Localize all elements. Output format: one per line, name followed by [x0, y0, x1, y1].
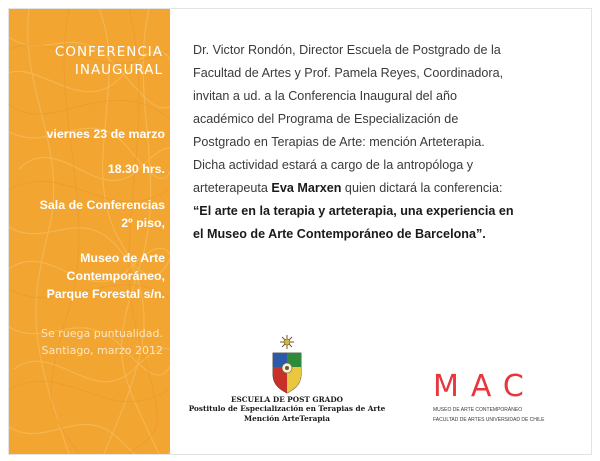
mac-logo — [433, 371, 543, 423]
school-caption — [187, 395, 387, 424]
body-line: Dr. Victor Rondón, Director Escuela de Postgrado de la — [193, 43, 501, 57]
sidebar-title-line2: INAUGURAL — [74, 62, 163, 78]
university-crest-icon — [267, 333, 307, 395]
mac-logo-letters: MAC — [433, 369, 536, 404]
sidebar-content — [9, 9, 170, 454]
event-date: viernes 23 de marzo — [46, 127, 165, 141]
invitation-frame — [8, 8, 592, 455]
event-venue — [9, 249, 165, 303]
program-name: Postitulo de Especialización en Terapias de Arte — [188, 404, 386, 413]
lecture-title-line2: el Museo de Arte Contemporáneo de Barcelona”. — [193, 227, 486, 241]
punctuality-note: Se ruega puntualidad. — [41, 327, 163, 340]
event-time: 18.30 hrs. — [107, 162, 165, 176]
program-mention: Mención ArteTerapia — [244, 414, 330, 423]
event-venue-line2: Contemporáneo, — [66, 269, 165, 283]
event-room — [9, 196, 165, 232]
event-venue-line1: Museo de Arte — [80, 251, 165, 265]
event-sidebar — [9, 9, 170, 454]
body-line: Postgrado en Terapias de Arte: mención Arteterapia. — [193, 135, 485, 149]
place-date-note: Santiago, marzo 2012 — [41, 344, 163, 357]
mac-logo-subtitle-line1: MUSEO DE ARTE CONTEMPORÁNEO — [433, 407, 523, 413]
body-line: invitan a ud. a la Conferencia Inaugural del año — [193, 89, 457, 103]
event-room-line1: Sala de Conferencias — [39, 198, 165, 212]
sidebar-title-line1: CONFERENCIA — [54, 44, 163, 60]
body-line-speaker — [193, 177, 587, 200]
body-line: Facultad de Artes y Prof. Pamela Reyes, Coordinadora, — [193, 66, 504, 80]
body-line: académico del Programa de Especialización de — [193, 112, 459, 126]
body-line: Dicha actividad estará a cargo de la antropóloga y — [193, 158, 474, 172]
school-name: ESCUELA DE POST GRADO — [230, 395, 344, 404]
event-room-line2: 2º piso, — [121, 216, 165, 230]
speaker-name: Eva Marxen — [271, 181, 342, 195]
speaker-suffix: quien dictará la conferencia: — [341, 181, 503, 195]
invitation-body — [193, 39, 587, 246]
lecture-title-line1: “El arte en la terapia y arteterapia, una experiencia en — [193, 204, 514, 218]
speaker-prefix: arteterapeuta — [193, 181, 272, 195]
mac-logo-subtitle-line2: FACULTAD DE ARTES UNIVERSIDAD DE CHILE — [433, 417, 545, 423]
event-venue-line3: Parque Forestal s/n. — [46, 287, 165, 301]
